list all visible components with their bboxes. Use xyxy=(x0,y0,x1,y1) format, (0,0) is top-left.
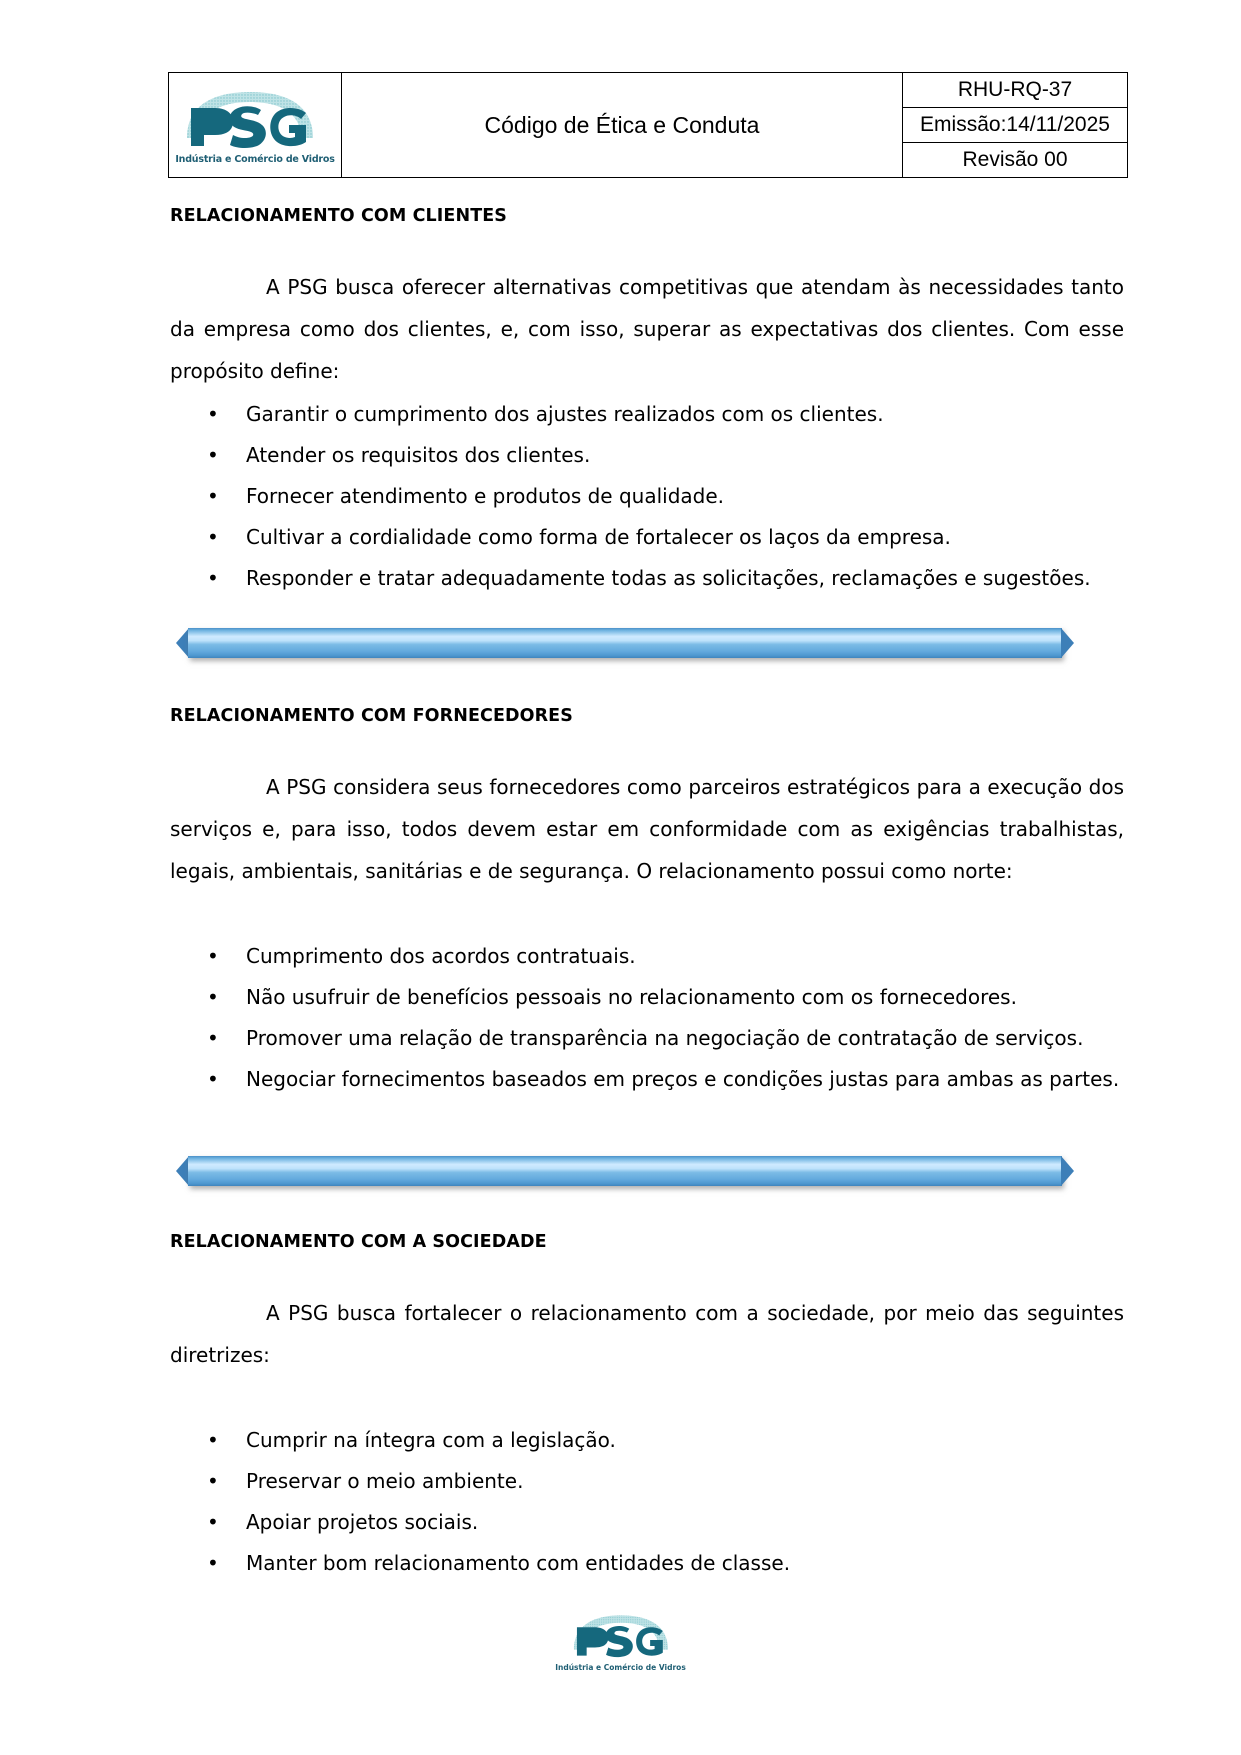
list-item xyxy=(170,394,1124,435)
divider-2 xyxy=(170,1152,1124,1194)
divider-1 xyxy=(170,624,1124,666)
bullet-icon: • xyxy=(207,484,219,508)
list-item-label: Garantir o cumprimento dos ajustes realizados com os clientes. xyxy=(246,402,884,426)
header-doc-code: RHU-RQ-37 xyxy=(903,73,1127,108)
bullet-icon: • xyxy=(207,1428,219,1452)
divider-right-cap-icon xyxy=(1061,628,1074,658)
list-item-label: Manter bom relacionamento com entidades de classe. xyxy=(246,1551,791,1575)
bullet-list-fornecedores xyxy=(170,936,1124,1100)
divider-bar-graphic xyxy=(188,1156,1062,1186)
bullet-list-sociedade xyxy=(170,1420,1124,1584)
header-meta-cell xyxy=(903,73,1128,178)
list-item-label: Cumprimento dos acordos contratuais. xyxy=(246,944,636,968)
footer-logo-tagline: Indústria e Comércio de Vidros xyxy=(555,1663,686,1672)
bullet-icon: • xyxy=(207,443,219,467)
list-item-label: Apoiar projetos sociais. xyxy=(246,1510,479,1534)
document-header-table xyxy=(168,72,1128,178)
bullet-icon: • xyxy=(207,1067,219,1091)
bullet-list-clientes xyxy=(170,394,1124,599)
bullet-icon: • xyxy=(207,985,219,1009)
list-item-label: Responder e tratar adequadamente todas as solicitações, reclamações e sugestões. xyxy=(246,566,1091,590)
section-paragraph-fornecedores: A PSG considera seus fornecedores como parceiros estratégicos para a execução dos serviços e, para isso, todos devem estar em conformidade com as exigências trabalhistas, legais, ambientais, sanitárias e de segurança. O relacionamento possui como norte: xyxy=(170,775,1124,883)
list-item xyxy=(170,476,1124,517)
psg-logo xyxy=(175,84,334,165)
list-item xyxy=(170,1059,1124,1100)
list-item-label: Preservar o meio ambiente. xyxy=(246,1469,524,1493)
divider-right-cap-icon xyxy=(1061,1156,1074,1186)
bullet-icon: • xyxy=(207,566,219,590)
list-item xyxy=(170,1420,1124,1461)
psg-logo-tagline: Indústria e Comércio de Vidros xyxy=(175,154,335,165)
bullet-icon: • xyxy=(207,402,219,426)
list-item xyxy=(170,1502,1124,1543)
section-heading-fornecedores: RELACIONAMENTO COM FORNECEDORES xyxy=(170,706,573,726)
list-item xyxy=(170,1461,1124,1502)
section-clientes xyxy=(170,206,1124,599)
bullet-icon: • xyxy=(207,1469,219,1493)
list-item xyxy=(170,435,1124,476)
header-document-title: Código de Ética e Conduta xyxy=(342,73,903,178)
list-item-label: Fornecer atendimento e produtos de qualidade. xyxy=(246,484,724,508)
section-heading-clientes: RELACIONAMENTO COM CLIENTES xyxy=(170,206,507,226)
bullet-icon: • xyxy=(207,1510,219,1534)
header-issue-date: Emissão:14/11/2025 xyxy=(903,108,1127,143)
bullet-icon: • xyxy=(207,525,219,549)
bullet-icon: • xyxy=(207,1551,219,1575)
section-fornecedores xyxy=(170,706,1124,1100)
list-item xyxy=(170,936,1124,977)
list-item xyxy=(170,558,1124,599)
section-paragraph-sociedade: A PSG busca fortalecer o relacionamento com a sociedade, por meio das seguintes diretrizes: xyxy=(170,1301,1124,1367)
bullet-icon: • xyxy=(207,1026,219,1050)
list-item-label: Negociar fornecimentos baseados em preços e condições justas para ambas as partes. xyxy=(246,1067,1120,1091)
section-sociedade xyxy=(170,1232,1124,1584)
divider-bar-graphic xyxy=(188,628,1062,658)
list-item xyxy=(170,1018,1124,1059)
psg-wordmark-icon xyxy=(175,88,325,150)
list-item-label: Cumprir na íntegra com a legislação. xyxy=(246,1428,616,1452)
list-item xyxy=(170,517,1124,558)
list-item-label: Cultivar a cordialidade como forma de fortalecer os laços da empresa. xyxy=(246,525,951,549)
psg-wordmark-icon xyxy=(565,1612,677,1659)
list-item xyxy=(170,977,1124,1018)
section-paragraph-clientes: A PSG busca oferecer alternativas competitivas que atendam às necessidades tanto da empresa como dos clientes, e, com isso, superar as expectativas dos clientes. Com esse propósito define: xyxy=(170,275,1124,383)
header-revision: Revisão 00 xyxy=(962,148,1068,171)
section-heading-sociedade: RELACIONAMENTO COM A SOCIEDADE xyxy=(170,1232,547,1252)
list-item-label: Atender os requisitos dos clientes. xyxy=(246,443,591,467)
list-item-label: Não usufruir de benefícios pessoais no relacionamento com os fornecedores. xyxy=(246,985,1017,1009)
bullet-icon: • xyxy=(207,944,219,968)
list-item xyxy=(170,1543,1124,1584)
footer-psg-logo xyxy=(0,1612,1241,1672)
header-logo-cell xyxy=(169,73,342,178)
list-item-label: Promover uma relação de transparência na negociação de contratação de serviços. xyxy=(246,1026,1084,1050)
